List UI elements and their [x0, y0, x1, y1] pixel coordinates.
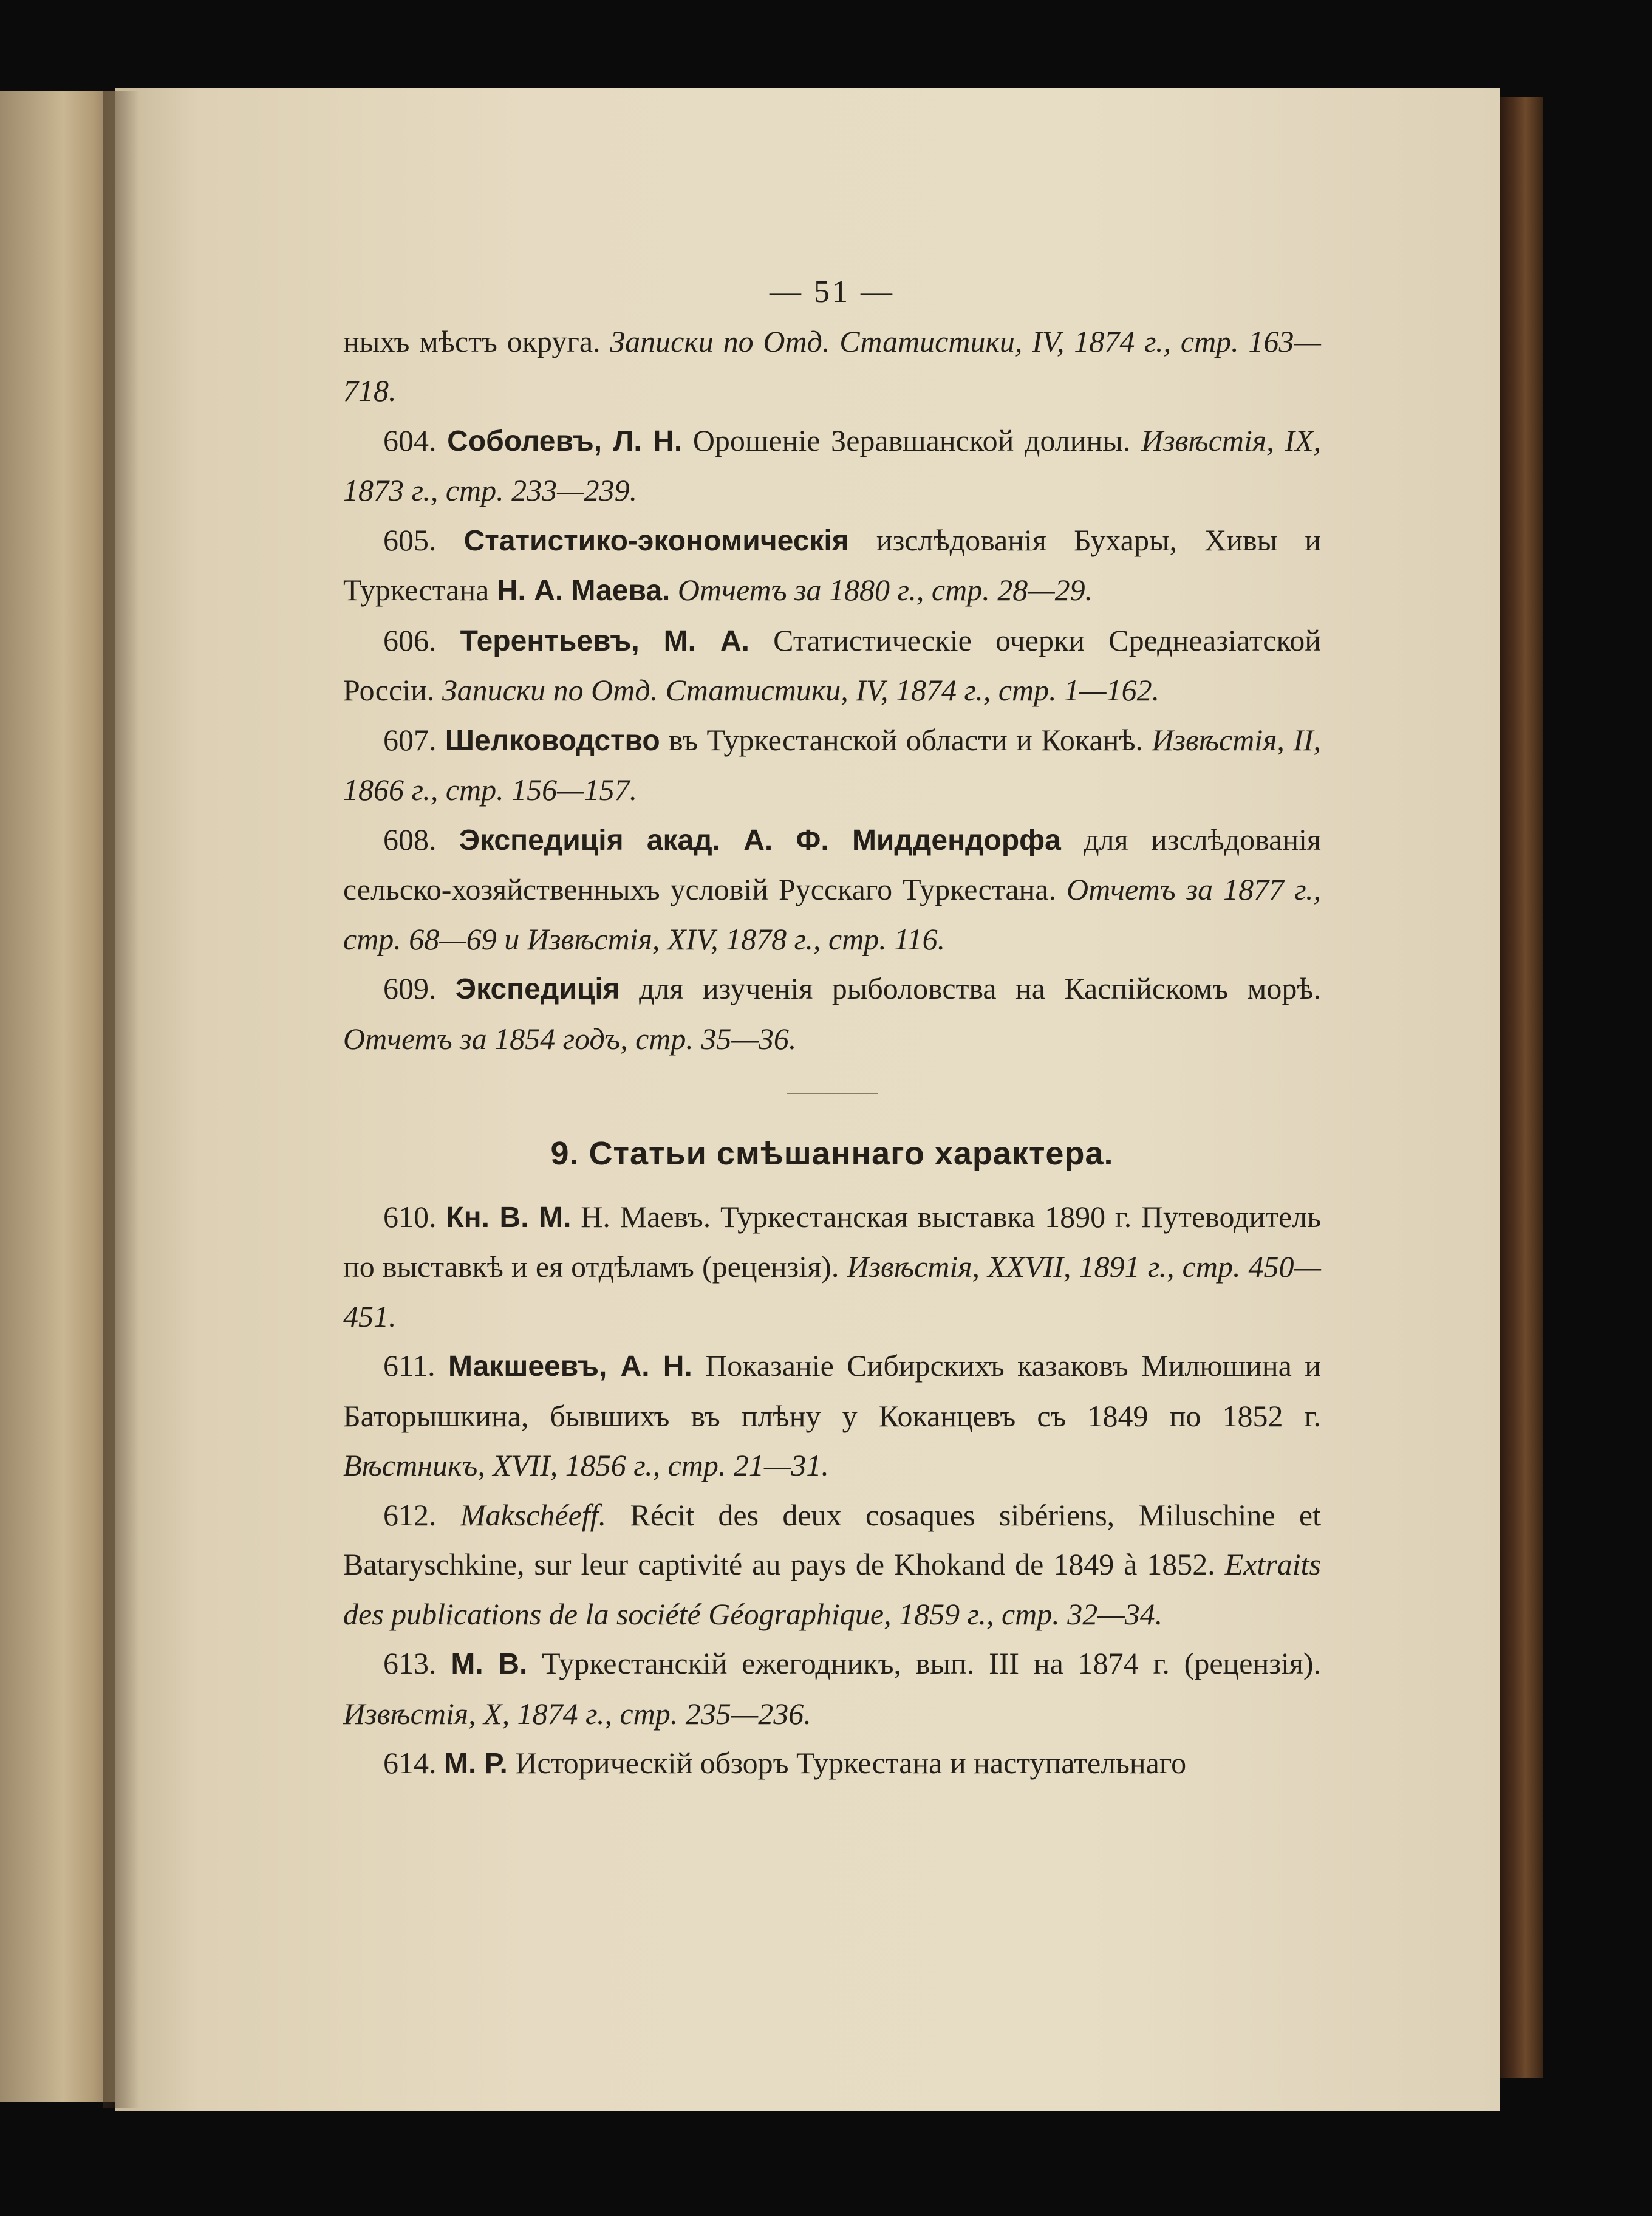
entry-source: Отчетъ за 1854 годъ, стр. 35—36.: [343, 1021, 797, 1056]
bibliography-entry: [343, 1491, 1321, 1640]
entry-source: Извѣстія, II, 1866 г., стр. 156—157.: [343, 722, 1322, 807]
entry-text: для изслѣдованія сельско-хозяйственныхъ условій Русскаго Туркестана.: [343, 822, 1322, 906]
entry-text: Статистическіе очерки Среднеазіатской Россіи.: [343, 623, 1321, 707]
entry-author: Экспедиція: [455, 973, 620, 1005]
entry-text: Н. Маевъ. Туркестанская выставка 1890 г. Путеводитель по выставкѣ и ея отдѣламъ (рецензія).: [343, 1199, 1321, 1284]
entry-source: Отчетъ за 1877 г., стр. 68—69 и Извѣстія, XIV, 1878 г., стр. 116.: [343, 872, 1321, 956]
entry-author: Терентьевъ, М. А.: [460, 624, 749, 657]
section-divider: [787, 1093, 878, 1094]
entry-source: Извѣстія, XXVII, 1891 г., стр. 450—451.: [343, 1250, 1322, 1333]
entry-source: Извѣстія, X, 1874 г., стр. 235—236.: [343, 1696, 811, 1731]
entry-source: Extraits des publications de la société Géographique, 1859 г., стр. 32—34.: [343, 1547, 1321, 1631]
bibliography-entry: [343, 317, 1321, 416]
bibliography-entry: [343, 964, 1321, 1064]
facing-page-edge: [0, 91, 115, 2102]
gutter-shadow: [103, 91, 140, 2108]
entry-text: Показаніе Сибирскихъ казаковъ Милюшина и Баторышкина, бывшихъ въ плѣну у Коканцевъ съ 1849 по 1852 г.: [343, 1349, 1321, 1433]
entry-text: 613.: [383, 1646, 451, 1680]
entry-text: 610.: [383, 1199, 446, 1234]
entry-author: Экспедиція акад. А. Ф. Миддендорфа: [459, 824, 1061, 857]
entry-source: Makschéeff.: [460, 1497, 607, 1532]
entries-top: [343, 317, 1321, 1064]
bibliography-entry: [343, 815, 1321, 965]
bibliography-entry: [343, 1739, 1321, 1789]
entry-text: ныхъ мѣстъ округа.: [343, 324, 610, 358]
page-text: [343, 267, 1321, 1789]
entry-author: Макшеевъ, А. Н.: [448, 1350, 692, 1383]
entry-text: для изученія рыболовства на Каспійскомъ морѣ.: [620, 971, 1322, 1005]
entry-text: 614.: [383, 1746, 444, 1780]
entry-author: Кн. В. М.: [446, 1201, 572, 1234]
entry-text: Историческій обзоръ Туркестана и наступательнаго: [507, 1746, 1187, 1780]
entry-text: 604.: [383, 423, 448, 457]
entry-text: 606.: [383, 623, 460, 657]
entry-author: М. В.: [451, 1648, 528, 1680]
entry-source: Извѣстія, IX, 1873 г., стр. 233—239.: [343, 423, 1321, 507]
entry-text: изслѣдованія Бухары, Хивы и Туркестана: [343, 522, 1322, 607]
entry-source: Отчетъ за 1880 г., стр. 28—29.: [670, 573, 1093, 607]
entry-text: 611.: [383, 1349, 449, 1383]
entry-author: Шелководство: [445, 724, 660, 757]
entry-text: въ Туркестанской области и Коканѣ.: [660, 722, 1152, 757]
entry-author: Н. А. Маева.: [496, 575, 671, 607]
bibliography-entry: [343, 616, 1321, 716]
bibliography-entry: [343, 416, 1321, 516]
entry-text: 608.: [383, 822, 459, 857]
page-number: — 51 —: [770, 275, 895, 309]
bibliography-entry: [343, 516, 1321, 616]
entry-text: 607.: [383, 722, 445, 757]
entry-source: Вѣстникъ, XVII, 1856 г., стр. 21—31.: [343, 1448, 829, 1482]
entry-source: Записки по Отд. Статистики, IV, 1874 г., стр. 163—718.: [343, 324, 1321, 408]
entry-text: 605.: [383, 522, 464, 557]
bibliography-entry: [343, 1341, 1321, 1491]
entry-text: Туркестанскій ежегодникъ, вып. III на 1874 г. (рецензія).: [527, 1646, 1322, 1680]
entry-text: Орошеніе Зеравшанской долины.: [682, 423, 1142, 457]
bibliography-entry: [343, 1639, 1321, 1739]
bibliography-entry: [343, 1192, 1321, 1342]
section-title: 9. Статьи смѣшаннаго характера.: [550, 1135, 1114, 1172]
entry-author: Соболевъ, Л. Н.: [447, 425, 683, 457]
entry-text: 609.: [383, 971, 456, 1005]
entry-text: Récit des deux cosaques sibériens, Miluschine et Bataryschkine, sur leur captivité au pays de Khokand de 1849 à 1852.: [343, 1497, 1322, 1581]
page-stack-edge: [1500, 97, 1543, 2078]
bibliography-entry: [343, 716, 1321, 815]
entries-bottom: [343, 1192, 1321, 1789]
entry-text: 612.: [383, 1497, 460, 1532]
entry-source: Записки по Отд. Статистики, IV, 1874 г., стр. 1—162.: [442, 673, 1160, 707]
entry-author: Статистико-экономическія: [463, 524, 849, 557]
entry-author: М. Р.: [444, 1748, 508, 1780]
